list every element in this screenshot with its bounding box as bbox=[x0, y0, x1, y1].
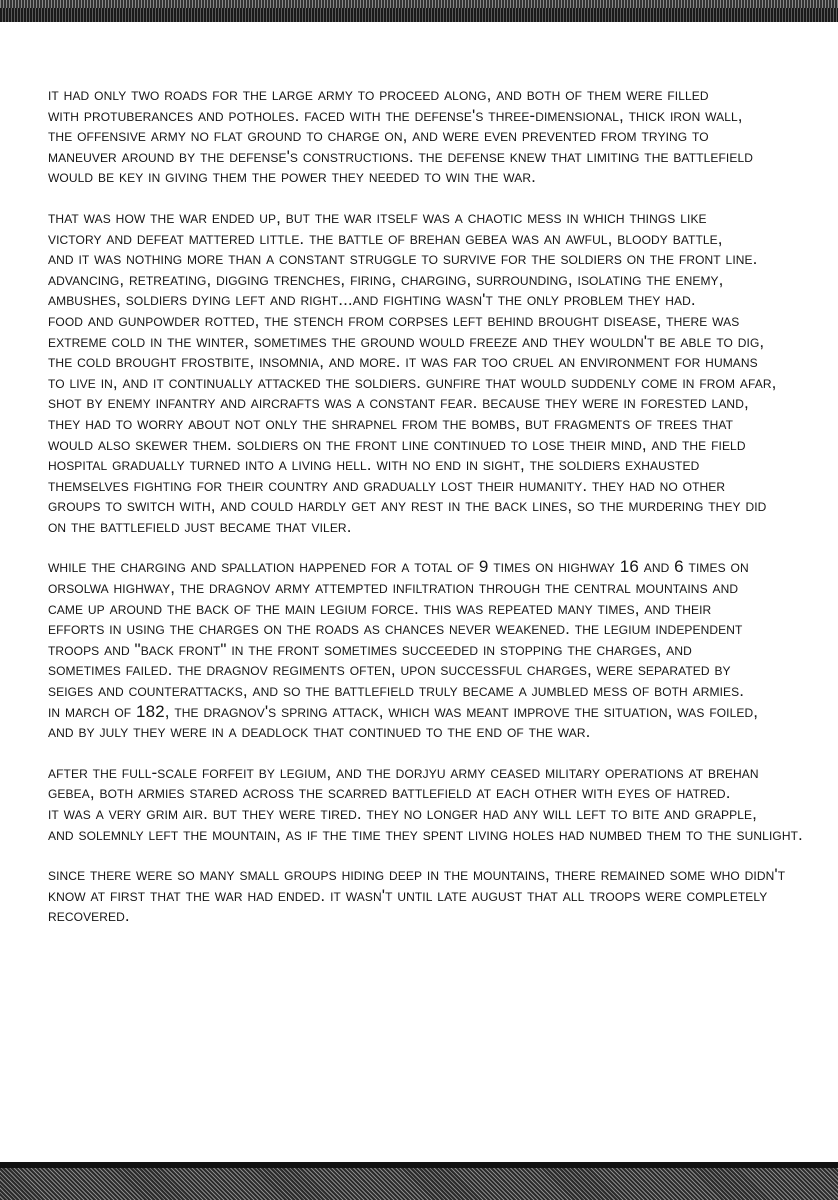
text-line: the offensive army no flat ground to charge on, and were even prevented from trying to bbox=[48, 126, 709, 146]
text-line: and by july they were in a deadlock that continued to the end of the war. bbox=[48, 722, 591, 742]
paragraph-1 bbox=[48, 85, 808, 188]
text-line: recovered. bbox=[48, 906, 130, 926]
text-line: to live in, and it continually attacked the soldiers. gunfire that would suddenly come in from afar, bbox=[48, 372, 777, 392]
text-line: after the full-scale forfeit by legium, and the dorjyu army ceased military operations at brehan bbox=[48, 762, 759, 782]
paragraph-3 bbox=[48, 557, 808, 742]
text-line: sometimes failed. the dragnov regiments often, upon successful charges, were separated by bbox=[48, 660, 731, 680]
text-line: groups to switch with, and could hardly get any rest in the back lines, so the murdering they did bbox=[48, 496, 767, 516]
text-line: the cold brought frostbite, insomnia, and more. it was far too cruel an environment for humans bbox=[48, 352, 758, 372]
text-line: advancing, retreating, digging trenches, firing, charging, surrounding, isolating the enemy, bbox=[48, 269, 724, 289]
text-line: gebea, both armies stared across the scarred battlefield at each other with eyes of hatred. bbox=[48, 783, 731, 803]
page-border-bottom bbox=[0, 1162, 838, 1200]
text-line: would also skewer them. soldiers on the front line continued to lose their mind, and the field bbox=[48, 434, 746, 454]
text-line: maneuver around by the defense's constructions. the defense knew that limiting the battlefield bbox=[48, 146, 753, 166]
text-line: in march of 182, the dragnov's spring attack, which was meant improve the situation, was foiled, bbox=[48, 701, 759, 721]
page-border-top bbox=[0, 0, 838, 22]
text-line: and it was nothing more than a constant struggle to survive for the soldiers on the front line. bbox=[48, 249, 758, 269]
text-line: seiges and counterattacks, and so the battlefield truly became a jumbled mess of both armies. bbox=[48, 681, 745, 701]
text-line: it had only two roads for the large army to proceed along, and both of them were filled bbox=[48, 85, 709, 104]
text-line: that was how the war ended up, but the war itself was a chaotic mess in which things like bbox=[48, 207, 707, 227]
text-line: food and gunpowder rotted, the stench from corpses left behind brought disease, there was bbox=[48, 310, 740, 330]
text-line: on the battlefield just became that viler. bbox=[48, 516, 352, 536]
paragraph-2 bbox=[48, 208, 808, 538]
text-block bbox=[48, 85, 808, 947]
text-line: shot by enemy infantry and aircrafts was a constant fear. because they were in forested land, bbox=[48, 393, 749, 413]
text-line: and solemnly left the mountain, as if the time they spent living holes had numbed them to the sunlight. bbox=[48, 824, 803, 844]
text-line: troops and "back front" in the front sometimes succeeded in stopping the charges, and bbox=[48, 639, 692, 659]
text-line: they had to worry about not only the shrapnel from the bombs, but fragments of trees that bbox=[48, 413, 734, 433]
text-line: since there were so many small groups hiding deep in the mountains, there remained some who didn't bbox=[48, 865, 786, 885]
text-line: ambushes, soldiers dying left and right...and fighting wasn't the only problem they had. bbox=[48, 290, 696, 310]
text-line: know at first that the war had ended. it wasn't until late august that all troops were completely bbox=[48, 885, 768, 905]
text-line: would be key in giving them the power they needed to win the war. bbox=[48, 167, 536, 187]
text-line: hospital gradually turned into a living hell. with no end in sight, the soldiers exhausted bbox=[48, 455, 700, 475]
text-line: with protuberances and potholes. faced with the defense's three-dimensional, thick iron wall, bbox=[48, 105, 743, 125]
text-line: it was a very grim air. but they were tired. they no longer had any will left to bite and grapple, bbox=[48, 804, 757, 823]
paragraph-5 bbox=[48, 865, 808, 927]
text-line: victory and defeat mattered little. the battle of brehan gebea was an awful, bloody battle, bbox=[48, 228, 723, 248]
text-line: came up around the back of the main legium force. this was repeated many times, and their bbox=[48, 598, 712, 618]
text-line: orsolwa highway, the dragnov army attempted infiltration through the central mountains and bbox=[48, 578, 739, 598]
text-line: efforts in using the charges on the roads as chances never weakened. the legium independent bbox=[48, 619, 743, 639]
text-line: while the charging and spallation happened for a total of 9 times on highway 16 and 6 times on bbox=[48, 557, 749, 577]
text-line: extreme cold in the winter, sometimes the ground would freeze and they wouldn't be able to dig, bbox=[48, 331, 765, 351]
paragraph-4 bbox=[48, 763, 808, 845]
text-line: themselves fighting for their country and gradually lost their humanity. they had no other bbox=[48, 475, 726, 495]
